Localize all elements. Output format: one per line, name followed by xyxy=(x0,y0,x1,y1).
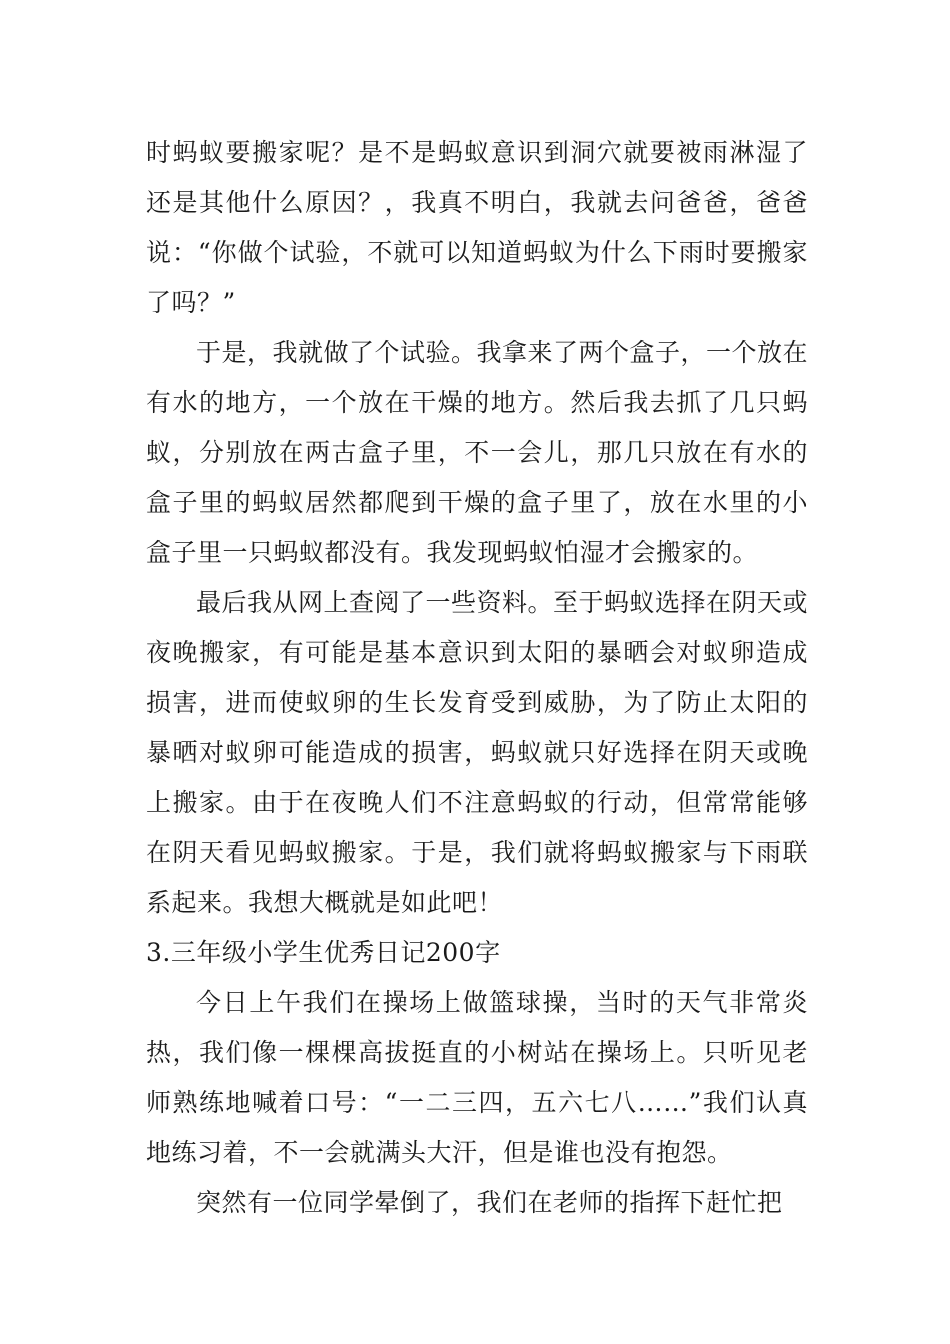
document-body xyxy=(146,128,808,1228)
paragraph-5: 突然有一位同学晕倒了，我们在老师的指挥下赶忙把 xyxy=(196,1188,783,1217)
section-heading: 3.三年级小学生优秀日记200字 xyxy=(146,938,501,967)
paragraph-4: 今日上午我们在操场上做篮球操，当时的天气非常炎热，我们像一棵棵高拔挺直的小树站在操场上。只听见老师熟练地喊着口号：“一二三四，五六七八……”我们认真地练习着，不一会就满头大汗，但是谁也没有抱怨。 xyxy=(146,988,808,1167)
paragraph-3: 最后我从网上查阅了一些资料。至于蚂蚁选择在阴天或夜晚搬家，有可能是基本意识到太阳的暴晒会对蚁卵造成损害，进而使蚁卵的生长发育受到威胁，为了防止太阳的暴晒对蚁卵可能造成的损害，蚂蚁就只好选择在阴天或晚上搬家。由于在夜晚人们不注意蚂蚁的行动，但常常能够在阴天看见蚂蚁搬家。于是，我们就将蚂蚁搬家与下雨联系起来。我想大概就是如此吧！ xyxy=(146,588,809,917)
paragraph-2: 于是，我就做了个试验。我拿来了两个盒子，一个放在有水的地方，一个放在干燥的地方。然后我去抓了几只蚂蚁，分别放在两古盒子里，不一会儿，那几只放在有水的盒子里的蚂蚁居然都爬到干燥的盒子里了，放在水里的小盒子里一只蚂蚁都没有。我发现蚂蚁怕湿才会搬家的。 xyxy=(146,338,809,567)
paragraph-1: 时蚂蚁要搬家呢？是不是蚂蚁意识到洞穴就要被雨淋湿了还是其他什么原因？，我真不明白，我就去问爸爸，爸爸说：“你做个试验，不就可以知道蚂蚁为什么下雨时要搬家了吗？” xyxy=(146,138,808,317)
